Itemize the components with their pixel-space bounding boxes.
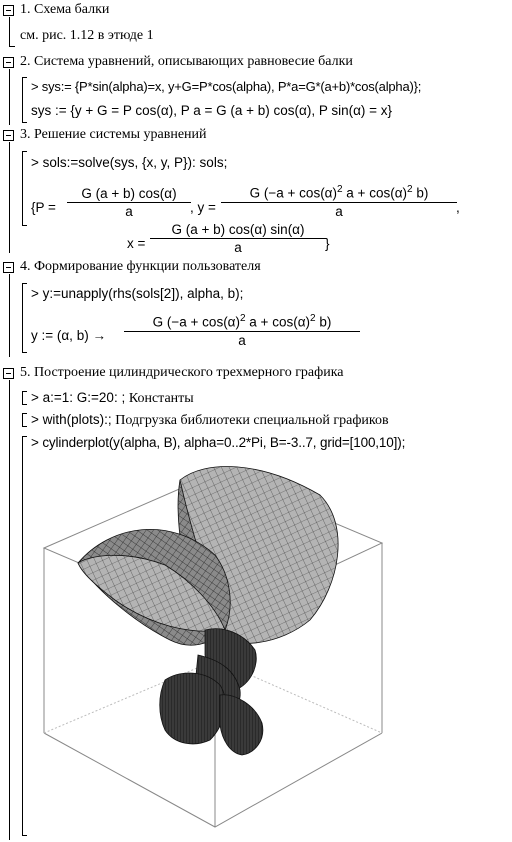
- maple-input-constants[interactable]: > a:=1: G:=20: ;: [31, 390, 126, 405]
- exec-group-5c-bottom: [22, 835, 27, 836]
- exec-group-4-top: [22, 283, 27, 284]
- maple-output-sys: sys := {y + G = P cos(α), P a = G (a + b) cos(α), P sin(α) = x}: [31, 103, 393, 118]
- cylinderplot-3d-plot[interactable]: [30, 455, 400, 835]
- section-4-bracket: [9, 274, 10, 357]
- exec-group-5a-top: [22, 391, 27, 392]
- section-5-title: 5. Построение цилиндрического трехмерного графика: [20, 365, 344, 380]
- fraction-x-numerator: G (a + b) cos(α) sin(α): [171, 222, 305, 237]
- collapse-toggle-section-1[interactable]: [3, 5, 14, 16]
- exec-group-5a-bottom: [22, 404, 27, 405]
- fraction-y-denominator: a: [335, 203, 343, 219]
- collapse-toggle-section-2[interactable]: [3, 57, 14, 68]
- exec-group-2-bracket: [22, 77, 23, 123]
- solution-close-brace: }: [325, 236, 330, 251]
- fraction-x: [150, 222, 326, 255]
- section-1-title: 1. Схема балки: [20, 2, 110, 17]
- maple-input-solve[interactable]: > sols:=solve(sys, {x, y, P}): sols;: [31, 155, 228, 170]
- surface: [78, 466, 338, 755]
- function-y-label: y := (α, b) →: [31, 328, 106, 343]
- exec-group-5c-top: [22, 436, 27, 437]
- section-2-bracket: [9, 69, 10, 125]
- fraction-func: [124, 313, 360, 348]
- section-1-bracket-foot: [9, 46, 15, 47]
- fraction-y: [221, 184, 457, 219]
- comment-plots: Подгрузка библиотеки специальной графиков: [115, 413, 389, 428]
- fraction-y-numerator: G ($-a + \cos(\alpha)^2$ $a + \cos(\alpha)^2$ b): [249, 184, 429, 201]
- maple-input-sys[interactable]: > sys:= {P*sin(alpha)=x, y+G=P*cos(alpha), P*a=G*(a+b)*cos(alpha)};: [31, 79, 422, 94]
- fraction-x-denominator: a: [234, 240, 242, 255]
- maple-input-constants-line[interactable]: [31, 390, 194, 407]
- maple-input-plots[interactable]: > with(plots):;: [31, 412, 112, 427]
- exec-group-2-top: [22, 77, 27, 78]
- fraction-y-bar: [221, 202, 457, 203]
- maple-input-plots-line[interactable]: [31, 412, 389, 429]
- exec-group-3-bottom: [22, 225, 27, 226]
- exec-group-5b-bottom: [22, 426, 27, 427]
- solution-y-label: , y =: [190, 200, 216, 215]
- exec-group-5b-bracket: [22, 413, 23, 427]
- section-3-bracket: [9, 142, 10, 253]
- exec-group-3-top: [22, 151, 27, 152]
- exec-group-2-bottom: [22, 122, 27, 123]
- section-3-title: 3. Решение системы уравнений: [20, 127, 207, 142]
- fraction-x-bar: [150, 238, 326, 239]
- solution-comma: ,: [456, 200, 460, 215]
- section-2-title: 2. Система уравнений, описывающих равновесие балки: [20, 54, 353, 69]
- exec-group-4-bracket: [22, 283, 23, 353]
- exec-group-5b-top: [22, 413, 27, 414]
- fraction-P-numerator: G (a + b) cos(α): [81, 186, 177, 201]
- collapse-toggle-section-5[interactable]: [3, 368, 14, 379]
- exec-group-5c-bracket: [22, 436, 23, 836]
- solution-x-label: x =: [127, 236, 146, 251]
- maple-input-cylinderplot[interactable]: > cylinderplot(y(alpha, B), alpha=0..2*Pi, B=-3..7, grid=[100,10]);: [31, 435, 406, 450]
- exec-group-4-bottom: [22, 352, 27, 353]
- collapse-toggle-section-3[interactable]: [3, 130, 14, 141]
- section-4-title: 4. Формирование функции пользователя: [20, 259, 261, 274]
- fraction-func-numerator: G ($-a + \cos(\alpha)^2$ $a + \cos(\alpha)^2$ b): [152, 313, 332, 330]
- section-5-bracket: [9, 380, 10, 840]
- comment-constants: Константы: [128, 391, 194, 406]
- maple-input-unapply[interactable]: > y:=unapply(rhs(sols[2]), alpha, b);: [31, 286, 244, 301]
- fraction-P: [67, 186, 191, 219]
- exec-group-3-bracket: [22, 151, 23, 226]
- fraction-func-denominator: a: [238, 332, 246, 348]
- exec-group-5a-bracket: [22, 391, 23, 405]
- fraction-func-bar: [124, 331, 360, 332]
- fraction-P-denominator: a: [125, 204, 133, 219]
- section-1-text: см. рис. 1.12 в этюде 1: [20, 28, 154, 43]
- solution-open-brace: {P =: [31, 200, 56, 215]
- collapse-toggle-section-4[interactable]: [3, 262, 14, 273]
- fraction-P-bar: [67, 202, 191, 203]
- section-1-bracket: [9, 17, 10, 47]
